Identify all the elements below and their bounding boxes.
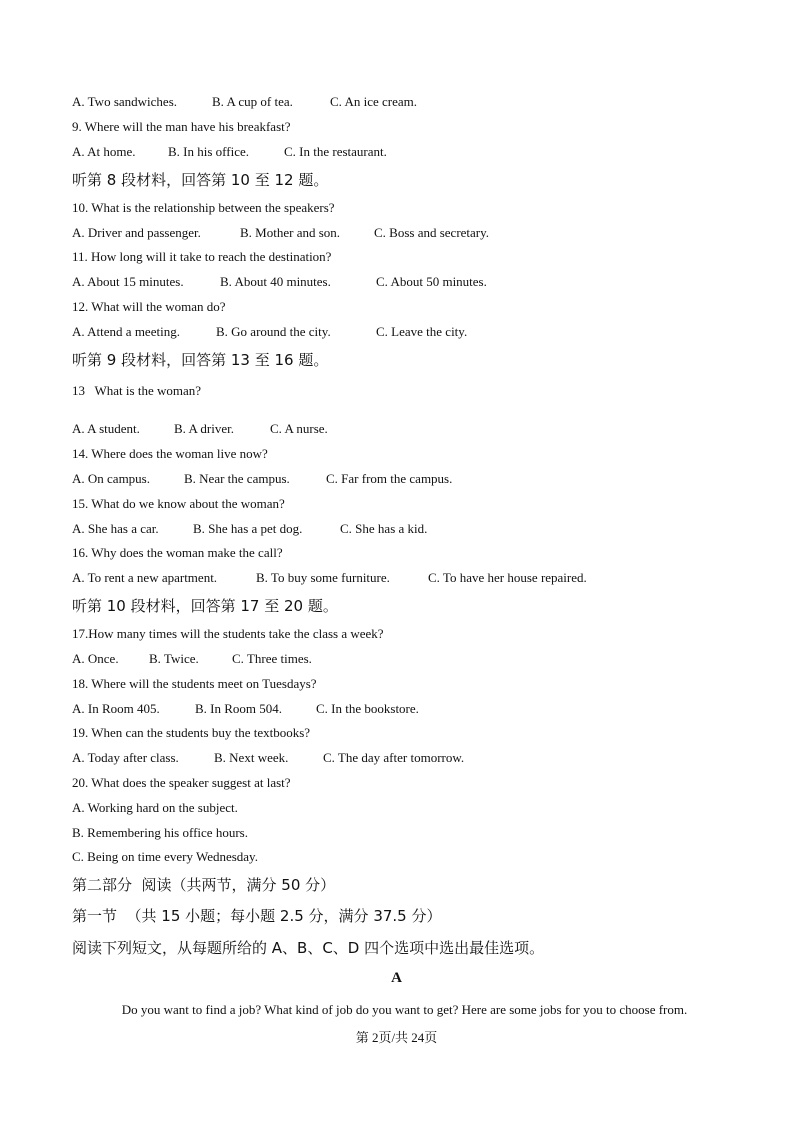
q13-option-a: A. A student. bbox=[72, 421, 140, 436]
q19-option-c: C. The day after tomorrow. bbox=[323, 750, 465, 765]
q15-option-a: A. She has a car. bbox=[72, 521, 159, 536]
q19-question: 19. When can the students buy the textbooks? bbox=[72, 725, 311, 740]
q13-option-b: B. A driver. bbox=[174, 421, 234, 436]
q13-question: 13 What is the woman? bbox=[72, 383, 202, 398]
q12-option-a: A. Attend a meeting. bbox=[72, 324, 180, 339]
q18-option-a: A. In Room 405. bbox=[72, 701, 160, 716]
q8-option-b: B. A cup of tea. bbox=[212, 94, 293, 109]
q15-option-b: B. She has a pet dog. bbox=[193, 521, 303, 536]
q20-question: 20. What does the speaker suggest at last? bbox=[72, 775, 291, 790]
q13-option-c: C. A nurse. bbox=[270, 421, 328, 436]
q16-option-b: B. To buy some furniture. bbox=[256, 570, 390, 585]
q12-question: 12. What will the woman do? bbox=[72, 299, 226, 314]
q11-option-a: A. About 15 minutes. bbox=[72, 274, 184, 289]
q19-option-a: A. Today after class. bbox=[72, 750, 179, 765]
section-10-header: 听第 10 段材料，回答第 17 至 20 题。 bbox=[72, 597, 338, 615]
q20-option-b: B. Remembering his office hours. bbox=[72, 825, 248, 840]
passage-label: A bbox=[391, 970, 402, 986]
q16-question: 16. Why does the woman make the call? bbox=[72, 545, 283, 560]
q16-option-c: C. To have her house repaired. bbox=[428, 570, 587, 585]
q12-option-c: C. Leave the city. bbox=[376, 324, 468, 339]
q10-option-a: A. Driver and passenger. bbox=[72, 225, 201, 240]
q18-option-b: B. In Room 504. bbox=[195, 701, 283, 716]
q10-question: 10. What is the relationship between the speakers? bbox=[72, 200, 335, 215]
section-9-header: 听第 9 段材料，回答第 13 至 16 题。 bbox=[72, 351, 329, 369]
q10-option-c: C. Boss and secretary. bbox=[374, 225, 490, 240]
q16-option-a: A. To rent a new apartment. bbox=[72, 570, 218, 585]
q14-option-a: A. On campus. bbox=[72, 471, 150, 486]
q17-question: 17.How many times will the students take the class a week? bbox=[72, 626, 384, 641]
q9-option-a: A. At home. bbox=[72, 144, 136, 159]
q12-option-b: B. Go around the city. bbox=[216, 324, 331, 339]
q11-question: 11. How long will it take to reach the destination? bbox=[72, 249, 332, 264]
q15-question: 15. What do we know about the woman? bbox=[72, 496, 285, 511]
section-1-title: 第一节 （共 15 小题；每小题 2.5 分，满分 37.5 分） bbox=[72, 907, 442, 925]
q20-option-a: A. Working hard on the subject. bbox=[72, 800, 238, 815]
q8-option-a: A. Two sandwiches. bbox=[72, 94, 178, 109]
part-2-title: 第二部分 阅读（共两节，满分 50 分） bbox=[72, 876, 336, 894]
q18-question: 18. Where will the students meet on Tuesdays? bbox=[72, 676, 317, 691]
q14-option-b: B. Near the campus. bbox=[184, 471, 290, 486]
q17-option-a: A. Once. bbox=[72, 651, 119, 666]
q10-option-b: B. Mother and son. bbox=[240, 225, 341, 240]
q11-option-b: B. About 40 minutes. bbox=[220, 274, 331, 289]
page-footer: 第 2页/共 24页 bbox=[355, 1030, 438, 1045]
q19-option-b: B. Next week. bbox=[214, 750, 289, 765]
q14-option-c: C. Far from the campus. bbox=[326, 471, 453, 486]
reading-instructions: 阅读下列短文，从每题所给的 A、B、C、D 四个选项中选出最佳选项。 bbox=[72, 939, 545, 957]
q9-option-c: C. In the restaurant. bbox=[284, 144, 387, 159]
q17-option-b: B. Twice. bbox=[149, 651, 199, 666]
q9-option-b: B. In his office. bbox=[168, 144, 249, 159]
passage-intro: Do you want to find a job? What kind of job do you want to get? Here are some jobs for you to choose from. bbox=[121, 1002, 688, 1017]
section-8-header: 听第 8 段材料，回答第 10 至 12 题。 bbox=[72, 171, 329, 189]
q20-option-c: C. Being on time every Wednesday. bbox=[72, 849, 258, 864]
q15-option-c: C. She has a kid. bbox=[340, 521, 428, 536]
q17-option-c: C. Three times. bbox=[232, 651, 312, 666]
q18-option-c: C. In the bookstore. bbox=[316, 701, 419, 716]
q14-question: 14. Where does the woman live now? bbox=[72, 446, 268, 461]
q11-option-c: C. About 50 minutes. bbox=[376, 274, 487, 289]
q8-option-c: C. An ice cream. bbox=[330, 94, 417, 109]
q9-question: 9. Where will the man have his breakfast? bbox=[72, 119, 291, 134]
